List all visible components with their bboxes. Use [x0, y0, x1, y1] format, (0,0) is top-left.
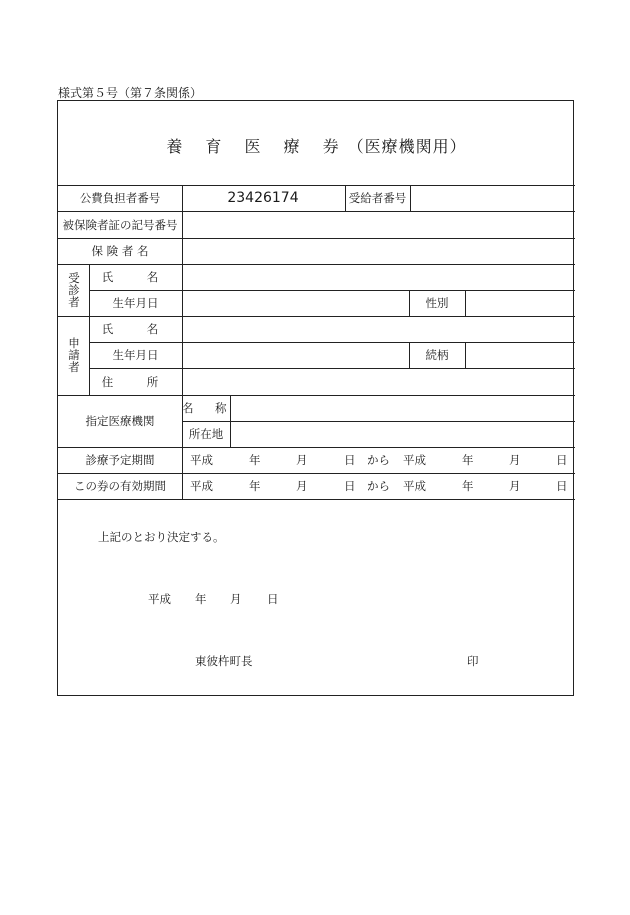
validity-day-to: 日: [556, 479, 568, 493]
divider: [89, 290, 575, 291]
divider: [58, 473, 575, 474]
divider: [89, 342, 575, 343]
gender-label: 性別: [425, 296, 449, 310]
seal-mark: 印: [467, 654, 479, 668]
validity-day-from: 日: [344, 479, 356, 493]
period-day-from: 日: [344, 453, 356, 467]
insurer-name-label: 保 険 者 名: [91, 244, 149, 258]
period-label: 診療予定期間: [85, 453, 155, 467]
patient-name-label: 氏 名: [101, 270, 170, 284]
divider: [58, 499, 575, 500]
form-title-sub: （医療機関用）: [347, 137, 467, 156]
validity-year-from: 年: [249, 479, 261, 493]
sign-day: 日: [267, 592, 279, 606]
divider: [182, 185, 183, 499]
form-title: [58, 134, 575, 157]
sign-year: 年: [195, 592, 207, 606]
divider: [89, 368, 575, 369]
period-month-from: 月: [296, 453, 308, 467]
sign-era: 平成: [148, 592, 171, 606]
insurance-card-label: 被保険者証の記号番号: [62, 218, 178, 232]
public-payer-no-value: 23426174: [227, 190, 299, 206]
validity-era-to: 平成: [403, 479, 426, 493]
applicant-group-label: 申 請 者: [68, 336, 80, 374]
institution-address-label: 所在地: [188, 427, 224, 441]
issuer-name: 東彼杵町長: [195, 654, 253, 668]
divider: [58, 264, 575, 265]
divider: [182, 421, 575, 422]
divider: [58, 238, 575, 239]
period-day-to: 日: [556, 453, 568, 467]
divider: [58, 185, 575, 186]
divider: [58, 447, 575, 448]
form-number-label: 様式第５号（第７条関係）: [58, 86, 203, 100]
divider: [410, 185, 411, 211]
validity-label: この券の有効期間: [74, 479, 166, 493]
validity-month-to: 月: [509, 479, 521, 493]
applicant-birth-label: 生年月日: [112, 348, 159, 362]
form-title-main: 養 育 医 療 券: [166, 137, 348, 156]
applicant-name-label: 氏 名: [101, 322, 170, 336]
validity-month-from: 月: [296, 479, 308, 493]
patient-birth-label: 生年月日: [112, 296, 159, 310]
decision-text: 上記のとおり決定する。: [98, 530, 225, 544]
period-year-to: 年: [462, 453, 474, 467]
period-kara: から: [367, 453, 390, 467]
validity-era-from: 平成: [190, 479, 213, 493]
address-label: 住 所: [101, 375, 170, 389]
validity-year-to: 年: [462, 479, 474, 493]
period-era-to: 平成: [403, 453, 426, 467]
public-payer-no-label: 公費負担者番号: [79, 191, 161, 205]
recipient-no-label: 受給者番号: [348, 191, 407, 205]
sign-month: 月: [230, 592, 242, 606]
relationship-label: 続柄: [425, 348, 449, 362]
period-month-to: 月: [509, 453, 521, 467]
medical-voucher-form: [57, 100, 574, 696]
validity-kara: から: [367, 479, 390, 493]
divider: [465, 290, 466, 316]
patient-group-label: 受 診 者: [68, 271, 80, 309]
period-year-from: 年: [249, 453, 261, 467]
institution-name-label: 名 称: [182, 401, 232, 415]
divider: [465, 342, 466, 368]
divider: [58, 211, 575, 212]
period-era-from: 平成: [190, 453, 213, 467]
divider: [58, 395, 575, 396]
divider: [58, 316, 575, 317]
institution-label: 指定医療機関: [85, 414, 155, 428]
